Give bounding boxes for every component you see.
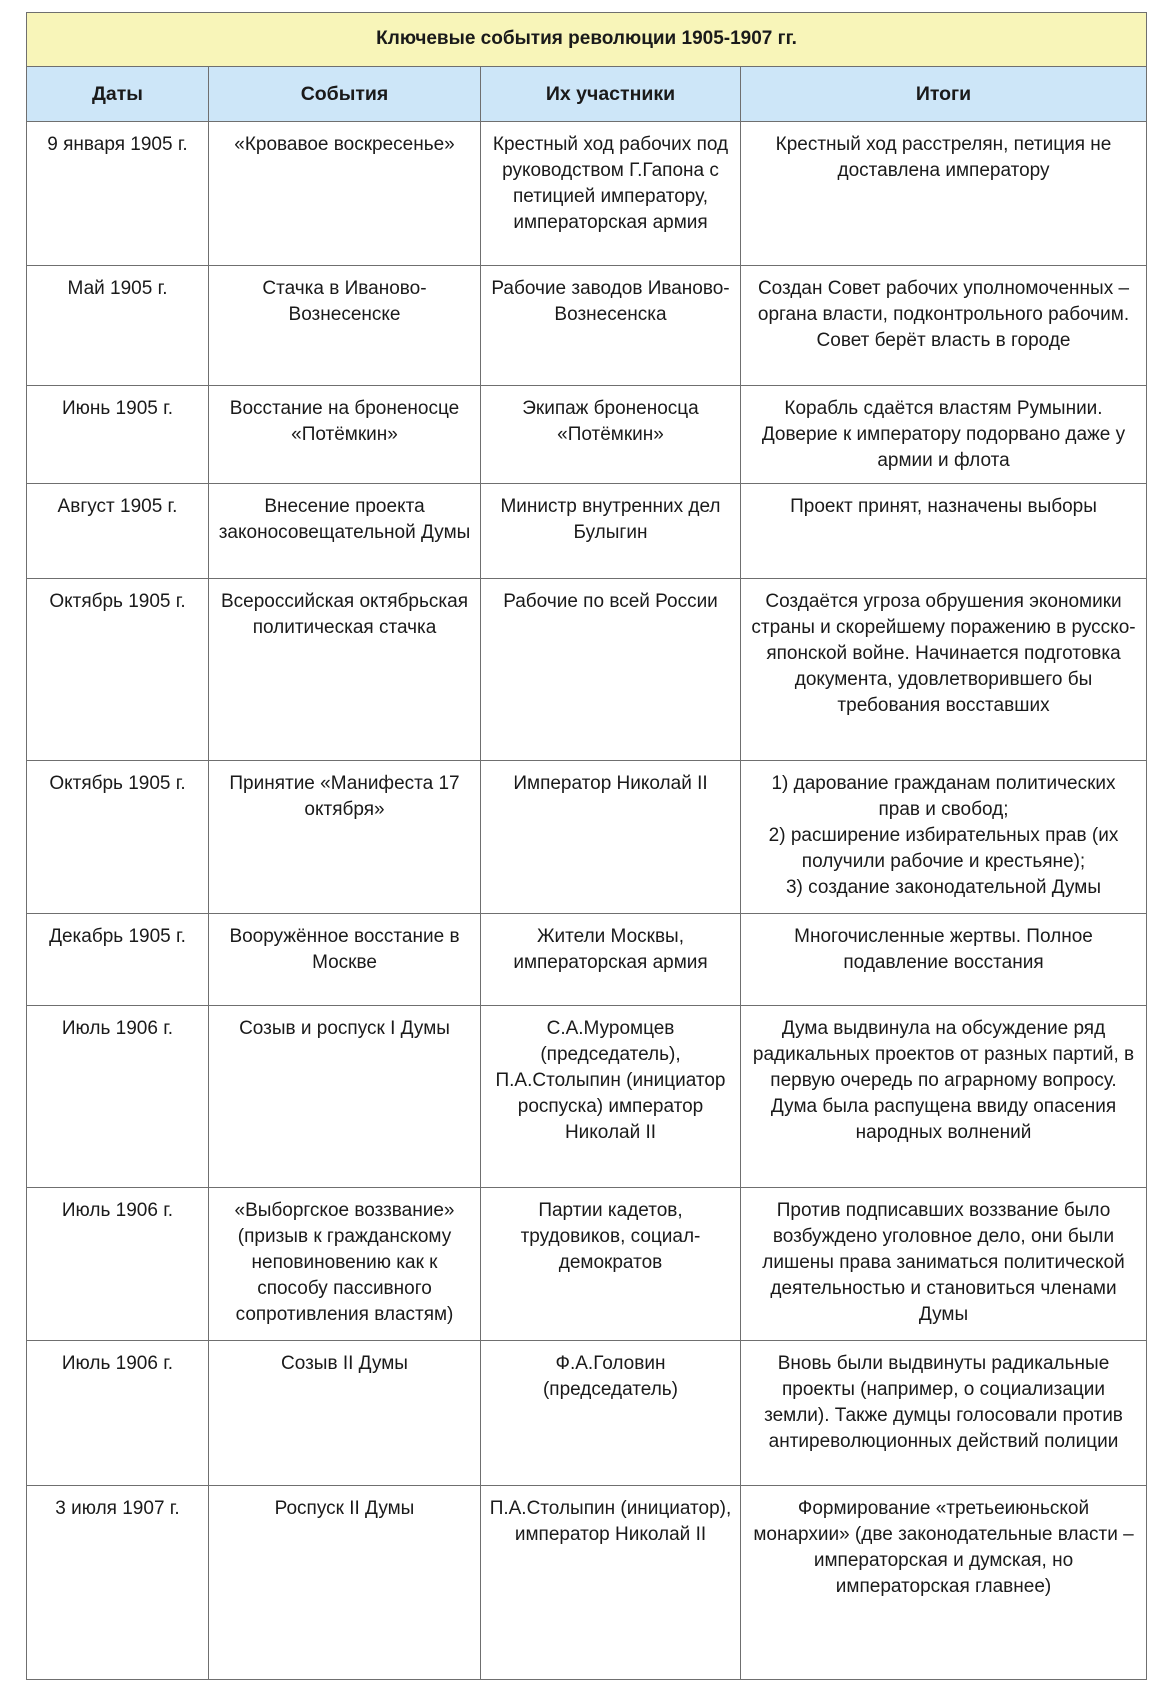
table-title: Ключевые события революции 1905-1907 гг. [27,13,1147,67]
cell-event: Стачка в Иваново-Вознесенске [209,265,481,385]
cell-event: Вооружённое восстание в Москве [209,913,481,1005]
table-row [27,483,1147,578]
cell-result: Вновь были выдвинуты радикальные проекты (например, о социализации земли). Также думцы голосовали против антиреволюционных действий полиции [741,1340,1147,1485]
cell-participants: Рабочие по всей России [481,578,741,760]
cell-result: Создан Совет рабочих уполномоченных – органа власти, подконтрольного рабочим. Совет берёт власть в городе [741,265,1147,385]
cell-participants: Ф.А.Головин (председатель) [481,1340,741,1485]
cell-participants: Министр внутренних дел Булыгин [481,483,741,578]
cell-date: Июль 1906 г. [27,1005,209,1187]
table-row [27,1486,1147,1680]
cell-participants: С.А.Муромцев (председатель), П.А.Столыпин (инициатор роспуска) император Николай II [481,1005,741,1187]
cell-participants: П.А.Столыпин (инициатор), император Николай II [481,1486,741,1680]
table-title-row [27,13,1147,67]
cell-result: Против подписавших воззвание было возбуждено уголовное дело, они были лишены права заниматься политической деятельностью и становиться членами Думы [741,1187,1147,1340]
cell-participants: Жители Москвы, императорская армия [481,913,741,1005]
cell-date: Октябрь 1905 г. [27,578,209,760]
events-table [26,12,1147,1680]
cell-participants: Крестный ход рабочих под руководством Г.Гапона с петицией императору, императорская армия [481,121,741,265]
header-events: События [209,66,481,121]
cell-participants: Партии кадетов, трудовиков, социал-демократов [481,1187,741,1340]
header-participants: Их участники [481,66,741,121]
cell-date: Декабрь 1905 г. [27,913,209,1005]
cell-result: Проект принят, назначены выборы [741,483,1147,578]
cell-result: Многочисленные жертвы. Полное подавление восстания [741,913,1147,1005]
cell-event: Принятие «Манифеста 17 октября» [209,761,481,914]
cell-event: Всероссийская октябрьская политическая стачка [209,578,481,760]
cell-event: «Кровавое воскресенье» [209,121,481,265]
cell-result: Корабль сдаётся властям Румынии. Доверие к императору подорвано даже у армии и флота [741,386,1147,484]
cell-event: «Выборгское воззвание» (призыв к гражданскому неповиновению как к способу пассивного сопротивления властям) [209,1187,481,1340]
cell-event: Созыв II Думы [209,1340,481,1485]
cell-result: 1) дарование гражданам политических прав и свобод; 2) расширение избирательных прав (их получили рабочие и крестьяне); 3) создание законодательной Думы [741,761,1147,914]
table-row [27,386,1147,484]
cell-result: Крестный ход расстрелян, петиция не доставлена императору [741,121,1147,265]
cell-participants: Император Николай II [481,761,741,914]
cell-date: Август 1905 г. [27,483,209,578]
cell-event: Созыв и роспуск I Думы [209,1005,481,1187]
table-row [27,913,1147,1005]
table-row [27,1005,1147,1187]
cell-event: Внесение проекта законосовещательной Думы [209,483,481,578]
table-row [27,1340,1147,1485]
cell-participants: Экипаж броненосца «Потёмкин» [481,386,741,484]
cell-result: Создаётся угроза обрушения экономики страны и скорейшему поражению в русско-японской войне. Начинается подготовка документа, удовлетворившего бы требования восставших [741,578,1147,760]
cell-date: 3 июля 1907 г. [27,1486,209,1680]
cell-date: Июль 1906 г. [27,1187,209,1340]
cell-result: Дума выдвинула на обсуждение ряд радикальных проектов от разных партий, в первую очередь по аграрному вопросу. Дума была распущена ввиду опасения народных волнений [741,1005,1147,1187]
cell-date: Июль 1906 г. [27,1340,209,1485]
document-sheet [26,12,1146,1680]
table-row [27,761,1147,914]
cell-date: 9 января 1905 г. [27,121,209,265]
header-dates: Даты [27,66,209,121]
table-row [27,265,1147,385]
cell-date: Май 1905 г. [27,265,209,385]
cell-event: Восстание на броненосце «Потёмкин» [209,386,481,484]
table-row [27,1187,1147,1340]
cell-result: Формирование «третьеиюньской монархии» (две законодательные власти – императорская и думская, но императорская главнее) [741,1486,1147,1680]
table-header-row [27,66,1147,121]
cell-date: Июнь 1905 г. [27,386,209,484]
cell-date: Октябрь 1905 г. [27,761,209,914]
cell-participants: Рабочие заводов Иваново-Вознесенска [481,265,741,385]
header-results: Итоги [741,66,1147,121]
cell-event: Роспуск II Думы [209,1486,481,1680]
table-row [27,121,1147,265]
table-row [27,578,1147,760]
